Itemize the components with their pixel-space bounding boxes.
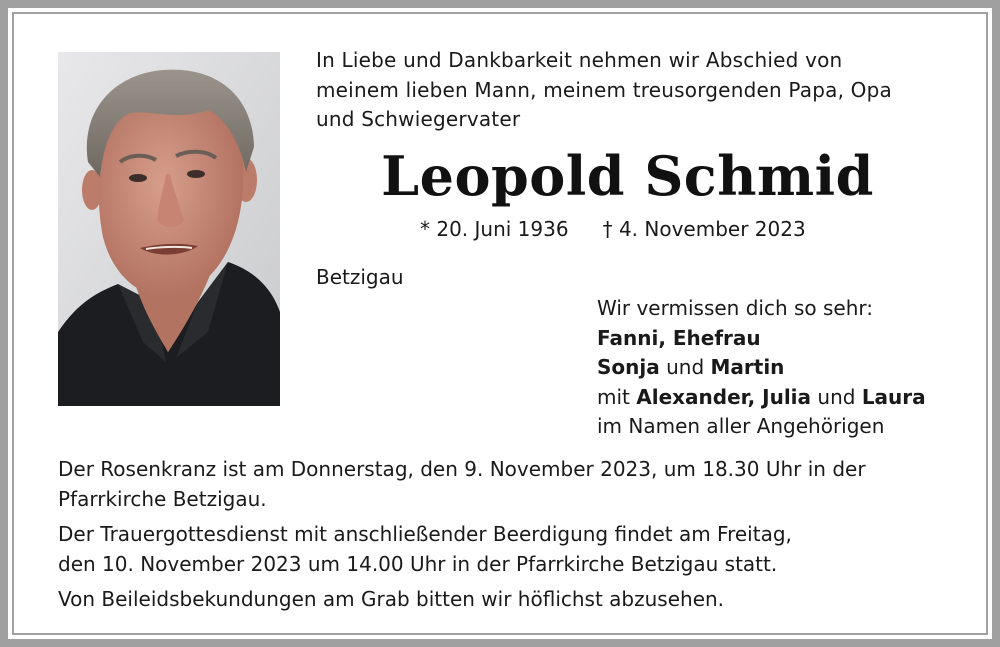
family-member: Sonja	[597, 355, 660, 379]
intro-line: In Liebe und Dankbarkeit nehmen wir Abschied von	[316, 48, 843, 72]
connector: mit	[597, 384, 630, 409]
connector: und	[666, 355, 705, 379]
info-line: Der Trauergottesdienst mit anschließender Beerdigung findet am Freitag,	[58, 522, 792, 546]
family-closing: im Namen aller Angehörigen	[597, 414, 885, 438]
family-member: Martin	[710, 355, 785, 379]
service-info	[58, 455, 958, 621]
deceased-name: Leopold Schmid	[381, 144, 874, 208]
funeral-notice	[58, 520, 958, 579]
portrait-photo	[58, 52, 280, 406]
death-date: † 4. November 2023	[602, 217, 806, 241]
family-line-2	[597, 353, 926, 383]
info-line: den 10. November 2023 um 14.00 Uhr in der Pfarrkirche Betzigau statt.	[58, 551, 778, 576]
rosary-notice	[58, 455, 958, 514]
life-dates	[420, 214, 806, 244]
connector: und	[817, 384, 856, 409]
family-member: Laura	[861, 384, 926, 409]
family-block	[597, 294, 926, 442]
family-line-3	[597, 383, 926, 413]
hometown: Betzigau	[316, 265, 404, 289]
info-line: Pfarrkirche Betzigau.	[58, 486, 267, 511]
intro-line: meinem lieben Mann, meinem treusorgenden Papa, Opa	[316, 77, 892, 102]
family-member: Fanni, Ehefrau	[597, 325, 761, 350]
condolence-notice: Von Beileidsbekundungen am Grab bitten wir höflichst abzusehen.	[58, 587, 725, 611]
info-line: Der Rosenkranz ist am Donnerstag, den 9. November 2023, um 18.30 Uhr in der	[58, 457, 866, 481]
intro-line: und Schwiegervater	[316, 107, 521, 131]
birth-date: * 20. Juni 1936	[420, 217, 569, 241]
intro-text	[316, 46, 956, 135]
family-member: Alexander, Julia	[636, 384, 812, 409]
family-line-1	[597, 324, 926, 354]
family-intro: Wir vermissen dich so sehr:	[597, 296, 874, 320]
